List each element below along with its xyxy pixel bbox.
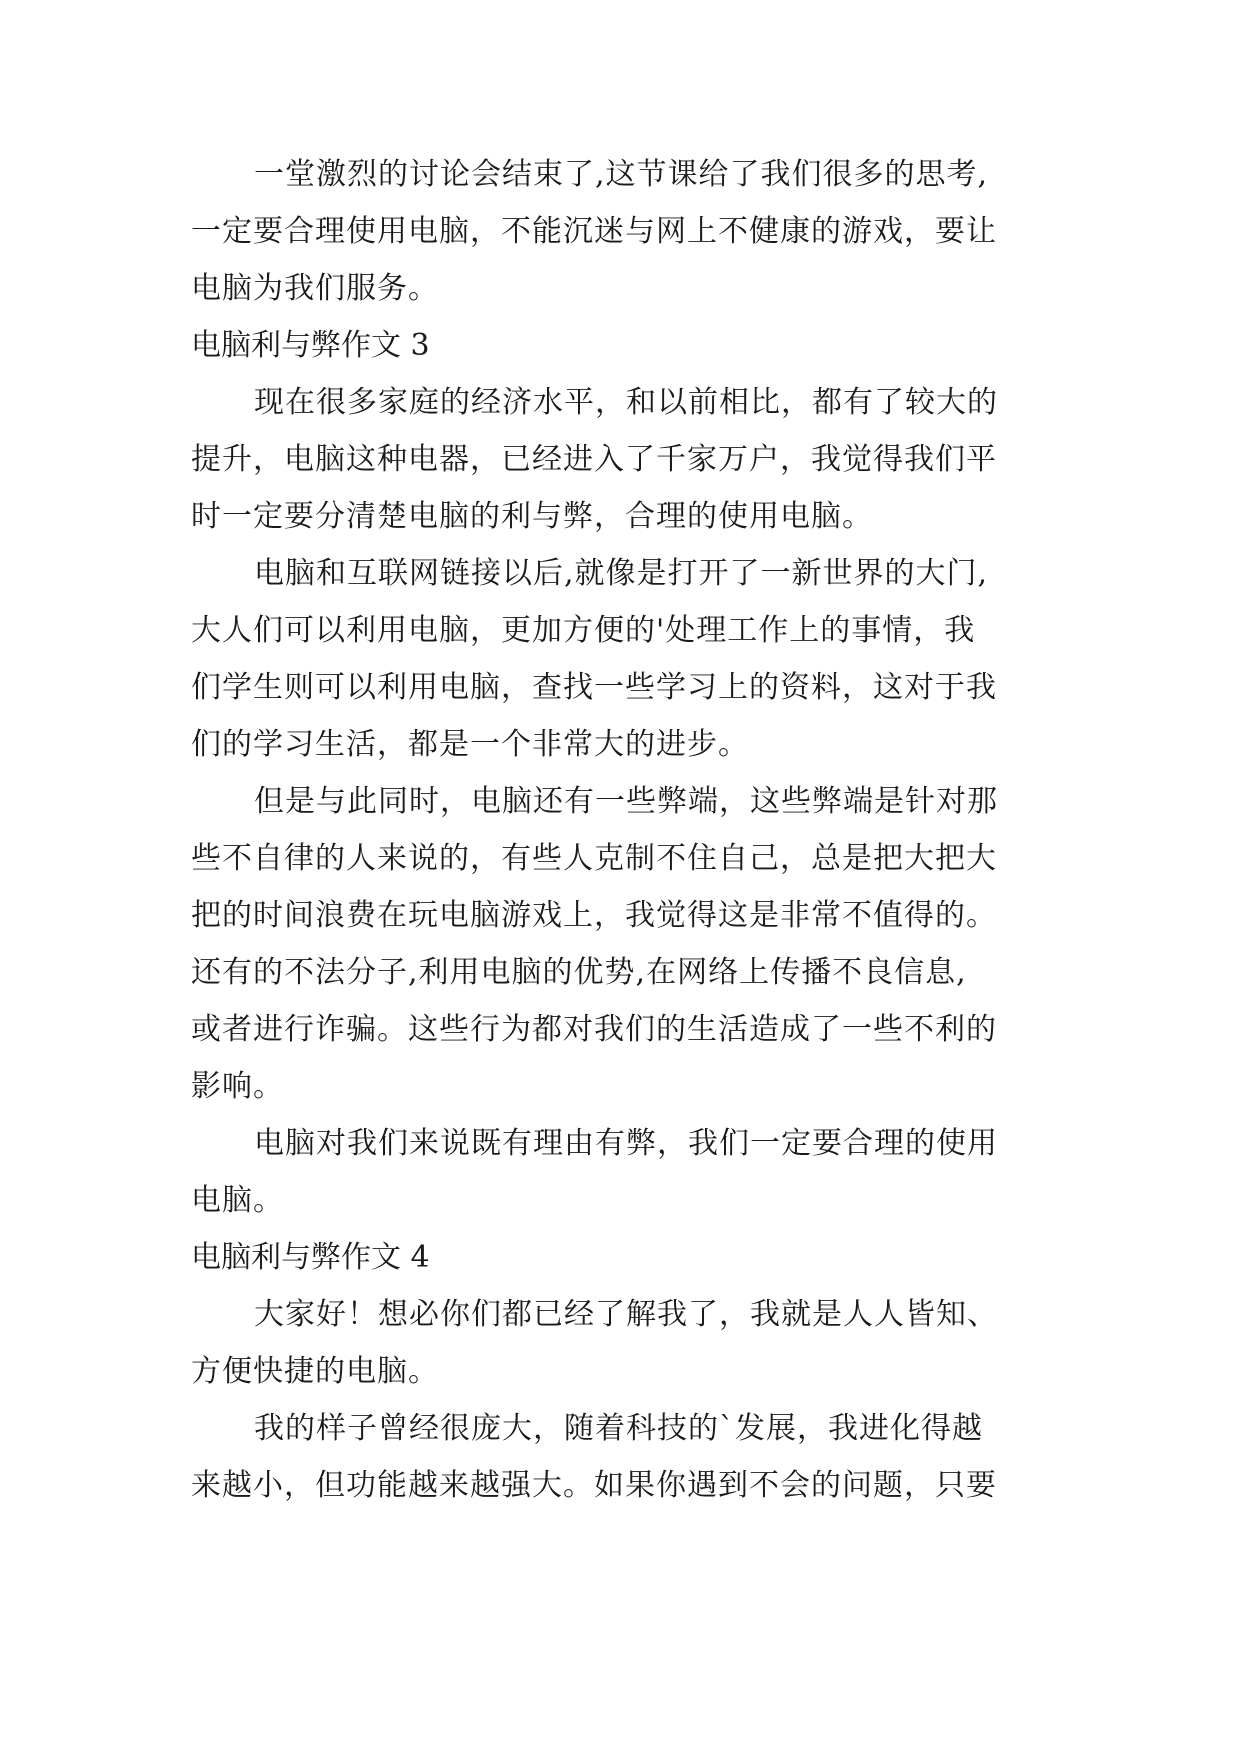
paragraph-line: 影响。 [191,1069,284,1104]
paragraph-line: 电脑。 [191,1183,284,1218]
paragraph-line: 电脑对我们来说既有理由有弊，我们一定要合理的使用 [254,1126,998,1161]
paragraph-line: 把的时间浪费在玩电脑游戏上，我觉得这是非常不值得的。 [191,898,997,933]
paragraph-line: 大家好！想必你们都已经了解我了，我就是人人皆知、 [254,1297,998,1332]
paragraph-line: 一定要合理使用电脑，不能沉迷与网上不健康的游戏，要让 [191,214,997,249]
paragraph-line: 电脑和互联网链接以后,就像是打开了一新世界的大门, [254,556,989,591]
paragraph-line: 时一定要分清楚电脑的利与弊，合理的使用电脑。 [191,499,873,534]
paragraph-line: 现在很多家庭的经济水平，和以前相比，都有了较大的 [254,385,998,420]
paragraph-line: 提升，电脑这种电器，已经进入了千家万户，我觉得我们平 [191,442,997,477]
paragraph-line: 们学生则可以利用电脑，查找一些学习上的资料，这对于我 [191,670,997,705]
paragraph-line: 电脑为我们服务。 [191,271,439,306]
paragraph-line: 些不自律的人来说的，有些人克制不住自己，总是把大把大 [191,841,997,876]
paragraph-line: 一堂激烈的讨论会结束了,这节课给了我们很多的思考, [254,157,989,192]
paragraph-line: 大人们可以利用电脑，更加方便的'处理工作上的事情，我 [191,613,976,648]
paragraph-line: 但是与此同时，电脑还有一些弊端，这些弊端是针对那 [254,784,998,819]
paragraph-line: 我的样子曾经很庞大，随着科技的`发展，我进化得越 [254,1411,983,1446]
paragraph-line: 或者进行诈骗。这些行为都对我们的生活造成了一些不利的 [191,1012,997,1047]
paragraph-line: 来越小，但功能越来越强大。如果你遇到不会的问题，只要 [191,1468,997,1503]
section-heading: 电脑利与弊作文 4 [191,1240,430,1275]
paragraph-line: 们的学习生活，都是一个非常大的进步。 [191,727,749,762]
paragraph-line: 还有的不法分子,利用电脑的优势,在网络上传播不良信息, [191,955,967,990]
paragraph-line: 方便快捷的电脑。 [191,1354,439,1389]
section-heading: 电脑利与弊作文 3 [191,328,430,363]
